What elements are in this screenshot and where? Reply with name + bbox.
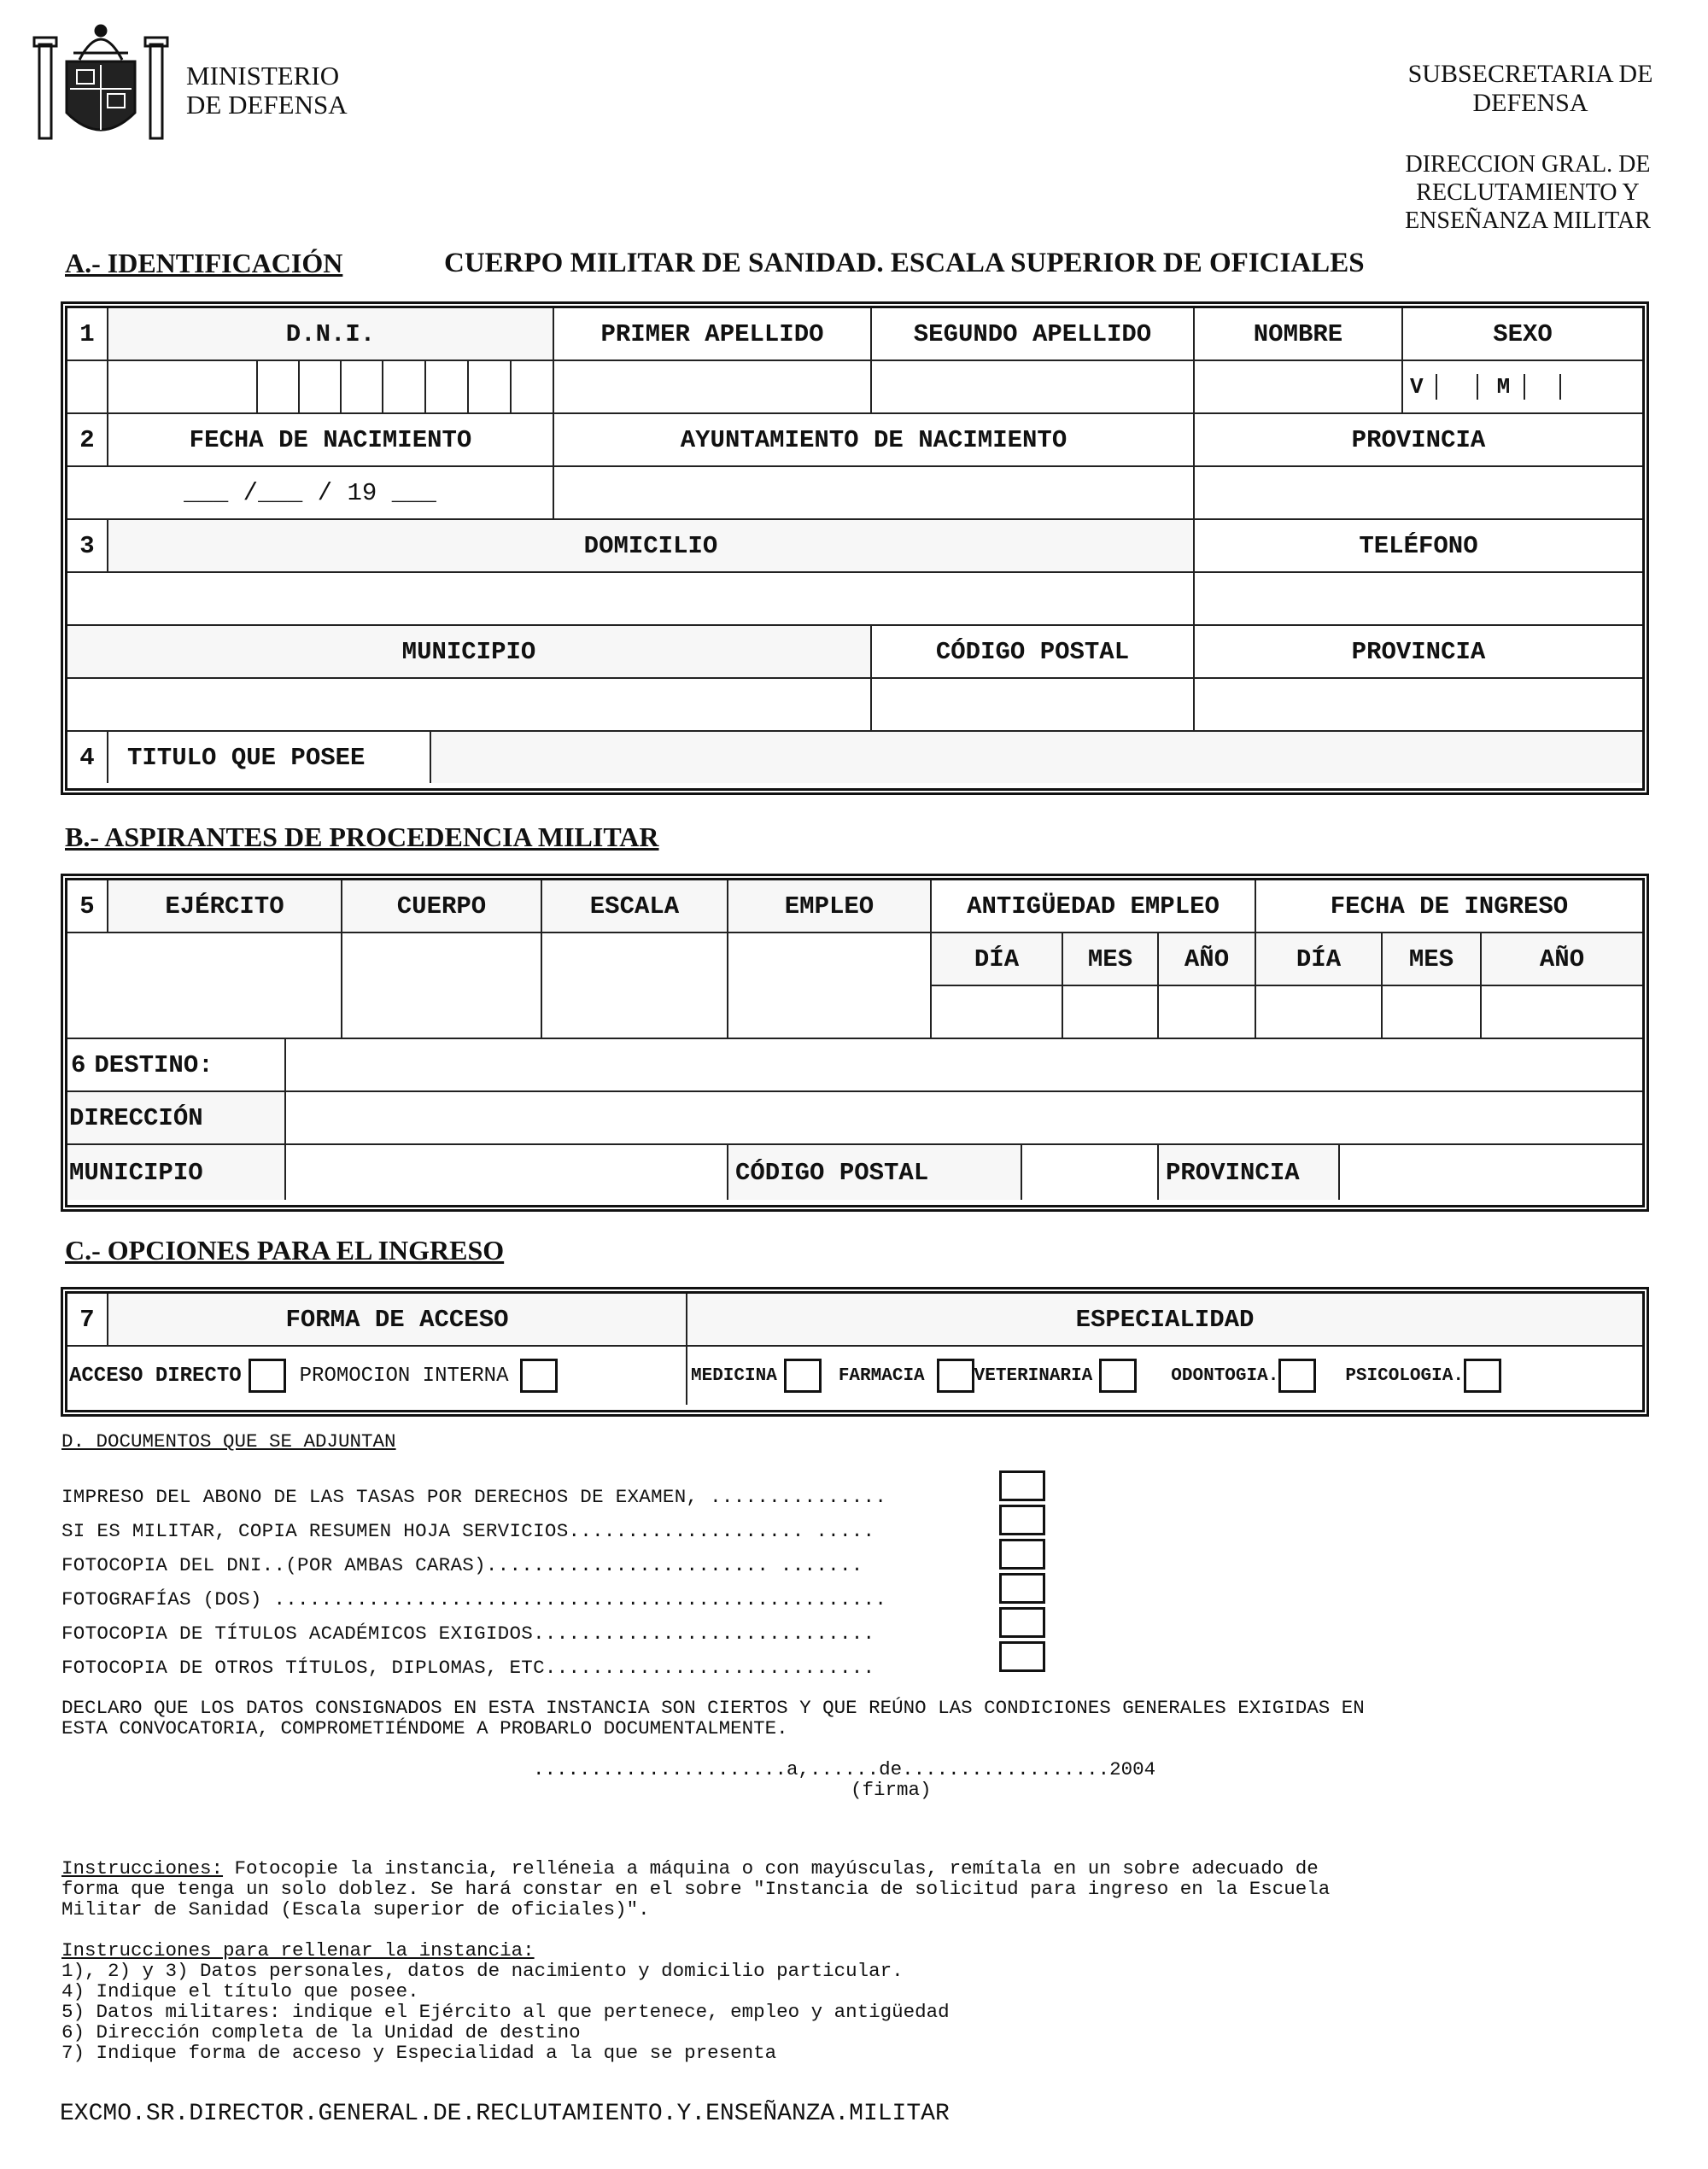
row5-number: 5 bbox=[67, 880, 108, 933]
doc-item-checkbox[interactable] bbox=[999, 1607, 1045, 1638]
primer-apellido-input[interactable] bbox=[554, 361, 872, 414]
destino-municipio-label: MUNICIPIO bbox=[67, 1145, 286, 1200]
doc-item: FOTOCOPIA DEL DNI..(POR AMBAS CARAS)........................ ....... bbox=[61, 1554, 863, 1576]
empleo-label: EMPLEO bbox=[728, 880, 932, 933]
direccion-input[interactable] bbox=[286, 1092, 1642, 1145]
doc-item: FOTOCOPIA DE OTROS TÍTULOS, DIPLOMAS, ETC............................ bbox=[61, 1657, 875, 1679]
dir-line1: DIRECCION GRAL. DE bbox=[1405, 151, 1651, 178]
ingreso-anio-input[interactable] bbox=[1482, 986, 1642, 1039]
sexo-input bbox=[1403, 361, 1642, 414]
farmacia-checkbox[interactable] bbox=[937, 1359, 974, 1393]
sub-line2: DEFENSA bbox=[1472, 89, 1588, 117]
titulo-input[interactable] bbox=[431, 732, 1642, 783]
primer-apellido-label: PRIMER APELLIDO bbox=[554, 308, 872, 361]
antiguedad-mes-input[interactable] bbox=[1063, 986, 1159, 1039]
direccion-general-label bbox=[1387, 150, 1669, 235]
titulo-label: TITULO QUE POSEE bbox=[108, 732, 431, 783]
antiguedad-dia-input[interactable] bbox=[932, 986, 1063, 1039]
provincia-nacimiento-input[interactable] bbox=[1195, 467, 1642, 520]
doc-item-checkbox[interactable] bbox=[999, 1641, 1045, 1672]
row1-spacer bbox=[67, 361, 108, 414]
instructions-text-line1: Fotocopie la instancia, relléneia a máquina o con mayúsculas, remítala en un sobre adecuado de bbox=[223, 1857, 1319, 1880]
dni-label: D.N.I. bbox=[108, 308, 554, 361]
ingreso-dia-label: DÍA bbox=[1256, 933, 1383, 986]
coat-of-arms-logo bbox=[32, 19, 169, 147]
section-b-table bbox=[65, 878, 1645, 1207]
cuerpo-input[interactable] bbox=[342, 933, 542, 1039]
section-a-heading: A.- IDENTIFICACIÓN bbox=[65, 248, 343, 278]
dni-digit-box[interactable] bbox=[258, 361, 300, 414]
domicilio-input[interactable] bbox=[67, 573, 1195, 626]
destino-provincia-label: PROVINCIA bbox=[1159, 1145, 1340, 1200]
addressee-line: EXCMO.SR.DIRECTOR.GENERAL.DE.RECLUTAMIENTO.Y.ENSEÑANZA.MILITAR bbox=[60, 2101, 950, 2127]
destino-codigo-postal-label: CÓDIGO POSTAL bbox=[728, 1145, 1022, 1200]
ministry-label bbox=[186, 61, 348, 120]
veterinaria-checkbox[interactable] bbox=[1099, 1359, 1137, 1393]
provincia-nacimiento-label: PROVINCIA bbox=[1195, 414, 1642, 467]
antiguedad-mes-label: MES bbox=[1063, 933, 1159, 986]
fecha-ingreso-label: FECHA DE INGRESO bbox=[1256, 880, 1642, 933]
instructions-label: Instrucciones: bbox=[61, 1857, 224, 1880]
cuerpo-label: CUERPO bbox=[342, 880, 542, 933]
provincia-domicilio-input[interactable] bbox=[1195, 679, 1642, 732]
ayuntamiento-label: AYUNTAMIENTO DE NACIMIENTO bbox=[554, 414, 1195, 467]
ministry-line2: DE DEFENSA bbox=[186, 90, 348, 120]
fill-instruction-step: 1), 2) y 3) Datos personales, datos de nacimiento y domicilio particular. bbox=[61, 1960, 904, 1982]
instructions-text-line3: Militar de Sanidad (Escala superior de oficiales)". bbox=[61, 1898, 650, 1921]
dni-digit-box[interactable] bbox=[512, 361, 554, 414]
domicilio-label: DOMICILIO bbox=[108, 520, 1195, 573]
section-a-table bbox=[65, 306, 1645, 791]
ministry-line1: MINISTERIO bbox=[186, 61, 340, 91]
row1-number: 1 bbox=[67, 308, 108, 361]
segundo-apellido-input[interactable] bbox=[872, 361, 1195, 414]
dni-input-lead[interactable] bbox=[108, 361, 258, 414]
ingreso-anio-label: AÑO bbox=[1482, 933, 1642, 986]
antiguedad-anio-label: AÑO bbox=[1159, 933, 1256, 986]
sexo-v-label: V bbox=[1410, 374, 1424, 400]
firma-label: (firma) bbox=[851, 1779, 932, 1801]
escala-input[interactable] bbox=[542, 933, 728, 1039]
ejercito-input[interactable] bbox=[67, 933, 342, 1039]
fill-instruction-step: 7) Indique forma de acceso y Especialidad a la que se presenta bbox=[61, 2042, 777, 2064]
psicologia-checkbox[interactable] bbox=[1464, 1359, 1501, 1393]
veterinaria-label: VETERINARIA bbox=[974, 1365, 1093, 1386]
doc-item-checkbox[interactable] bbox=[999, 1539, 1045, 1570]
doc-item: FOTOGRAFÍAS (DOS) .................................................... bbox=[61, 1588, 887, 1611]
telefono-input[interactable] bbox=[1195, 573, 1642, 626]
fill-instruction-step: 4) Indique el título que posee. bbox=[61, 1980, 419, 2002]
escala-label: ESCALA bbox=[542, 880, 728, 933]
acceso-directo-checkbox[interactable] bbox=[249, 1359, 286, 1393]
fill-instruction-step: 5) Datos militares: indique el Ejército al que pertenece, empleo y antigüedad bbox=[61, 2001, 950, 2023]
declaration-line1: DECLARO QUE LOS DATOS CONSIGNADOS EN ESTA INSTANCIA SON CIERTOS Y QUE REÚNO LAS CONDICIONES GENERALES EXIGIDAS EN bbox=[61, 1697, 1365, 1719]
dir-line3: ENSEÑANZA MILITAR bbox=[1405, 208, 1651, 234]
fecha-nacimiento-label: FECHA DE NACIMIENTO bbox=[108, 414, 554, 467]
dni-digit-box[interactable] bbox=[469, 361, 512, 414]
promocion-interna-checkbox[interactable] bbox=[520, 1359, 558, 1393]
psicologia-label: PSICOLOGIA. bbox=[1345, 1365, 1464, 1386]
row3-number: 3 bbox=[67, 520, 108, 573]
farmacia-label: FARMACIA bbox=[838, 1365, 925, 1386]
destino-label bbox=[67, 1039, 286, 1092]
odontogia-checkbox[interactable] bbox=[1278, 1359, 1316, 1393]
nombre-input[interactable] bbox=[1195, 361, 1403, 414]
antiguedad-anio-input[interactable] bbox=[1159, 986, 1256, 1039]
section-b-heading: B.- ASPIRANTES DE PROCEDENCIA MILITAR bbox=[65, 821, 659, 852]
provincia-domicilio-label: PROVINCIA bbox=[1195, 626, 1642, 679]
sexo-m-label: M bbox=[1496, 374, 1511, 400]
doc-item-checkbox[interactable] bbox=[999, 1573, 1045, 1604]
instructions-block bbox=[61, 1858, 1319, 1880]
destino-codigo-postal-input[interactable] bbox=[1022, 1145, 1159, 1200]
section-c-heading: C.- OPCIONES PARA EL INGRESO bbox=[65, 1235, 505, 1266]
empleo-input[interactable] bbox=[728, 933, 932, 1039]
codigo-postal-input[interactable] bbox=[872, 679, 1195, 732]
section-c-table bbox=[65, 1291, 1645, 1412]
municipio-input[interactable] bbox=[67, 679, 872, 732]
fill-instructions-label: Instrucciones para rellenar la instancia: bbox=[61, 1939, 535, 1961]
dni-digit-box[interactable] bbox=[426, 361, 469, 414]
fill-instruction-step: 6) Dirección completa de la Unidad de destino bbox=[61, 2021, 581, 2043]
destino-text: DESTINO: bbox=[94, 1050, 214, 1079]
doc-item-checkbox[interactable] bbox=[999, 1505, 1045, 1535]
ingreso-dia-input[interactable] bbox=[1256, 986, 1383, 1039]
doc-item: IMPRESO DEL ABONO DE LAS TASAS POR DERECHOS DE EXAMEN, ............... bbox=[61, 1486, 887, 1508]
sexo-v-box[interactable] bbox=[1436, 374, 1478, 400]
instructions-text-line2: forma que tenga un solo doblez. Se hará constar en el sobre "Instancia de solicitud para ingreso en la Escuela bbox=[61, 1878, 1331, 1900]
codigo-postal-label: CÓDIGO POSTAL bbox=[872, 626, 1195, 679]
dni-digit-box[interactable] bbox=[383, 361, 426, 414]
antiguedad-label: ANTIGÜEDAD EMPLEO bbox=[932, 880, 1256, 933]
form-title: CUERPO MILITAR DE SANIDAD. ESCALA SUPERIOR DE OFICIALES bbox=[444, 248, 1365, 278]
row4-number: 4 bbox=[67, 732, 108, 783]
declaration-line2: ESTA CONVOCATORIA, COMPROMETIÉNDOME A PROBARLO DOCUMENTALMENTE. bbox=[61, 1717, 788, 1739]
section-d-heading: D. DOCUMENTOS QUE SE ADJUNTAN bbox=[61, 1430, 396, 1453]
ejercito-label: EJÉRCITO bbox=[108, 880, 342, 933]
acceso-directo-label: ACCESO DIRECTO bbox=[69, 1364, 242, 1388]
nombre-label: NOMBRE bbox=[1195, 308, 1403, 361]
medicina-label: MEDICINA bbox=[691, 1365, 777, 1386]
destino-provincia-input[interactable] bbox=[1340, 1145, 1642, 1200]
forma-acceso-label: FORMA DE ACCESO bbox=[108, 1294, 687, 1347]
promocion-interna-label: PROMOCION INTERNA bbox=[299, 1364, 509, 1388]
segundo-apellido-label: SEGUNDO APELLIDO bbox=[872, 308, 1195, 361]
row2-number: 2 bbox=[67, 414, 108, 467]
municipio-label: MUNICIPIO bbox=[67, 626, 872, 679]
doc-item: FOTOCOPIA DE TÍTULOS ACADÉMICOS EXIGIDOS............................. bbox=[61, 1622, 875, 1645]
sub-line1: SUBSECRETARIA DE bbox=[1407, 60, 1653, 88]
subsecretaria-label bbox=[1385, 60, 1676, 118]
doc-item: SI ES MILITAR, COPIA RESUMEN HOJA SERVICIOS.................... ..... bbox=[61, 1520, 875, 1542]
antiguedad-dia-label: DÍA bbox=[932, 933, 1063, 986]
destino-municipio-input[interactable] bbox=[286, 1145, 728, 1200]
sexo-m-box[interactable] bbox=[1524, 374, 1561, 400]
place-date-line[interactable]: ......................a,......de..................2004 bbox=[533, 1758, 1156, 1780]
especialidad-options bbox=[687, 1347, 1642, 1405]
row7-number: 7 bbox=[67, 1294, 108, 1347]
odontogia-label: ODONTOGIA. bbox=[1171, 1365, 1279, 1386]
ingreso-mes-label: MES bbox=[1383, 933, 1482, 986]
telefono-label: TELÉFONO bbox=[1195, 520, 1642, 573]
direccion-label: DIRECCIÓN bbox=[67, 1092, 286, 1145]
row6-number: 6 bbox=[71, 1050, 86, 1079]
sexo-label: SEXO bbox=[1403, 308, 1642, 361]
doc-item-checkbox[interactable] bbox=[999, 1470, 1045, 1501]
dir-line2: RECLUTAMIENTO Y bbox=[1416, 179, 1640, 206]
ingreso-mes-input[interactable] bbox=[1383, 986, 1482, 1039]
fecha-nacimiento-input[interactable]: ___ /___ / 19 ___ bbox=[67, 467, 554, 520]
destino-input[interactable] bbox=[286, 1039, 1642, 1092]
medicina-checkbox[interactable] bbox=[784, 1359, 822, 1393]
forma-acceso-options bbox=[67, 1347, 687, 1405]
dni-digit-box[interactable] bbox=[300, 361, 342, 414]
dni-digit-box[interactable] bbox=[342, 361, 383, 414]
especialidad-label: ESPECIALIDAD bbox=[687, 1294, 1642, 1347]
ayuntamiento-input[interactable] bbox=[554, 467, 1195, 520]
